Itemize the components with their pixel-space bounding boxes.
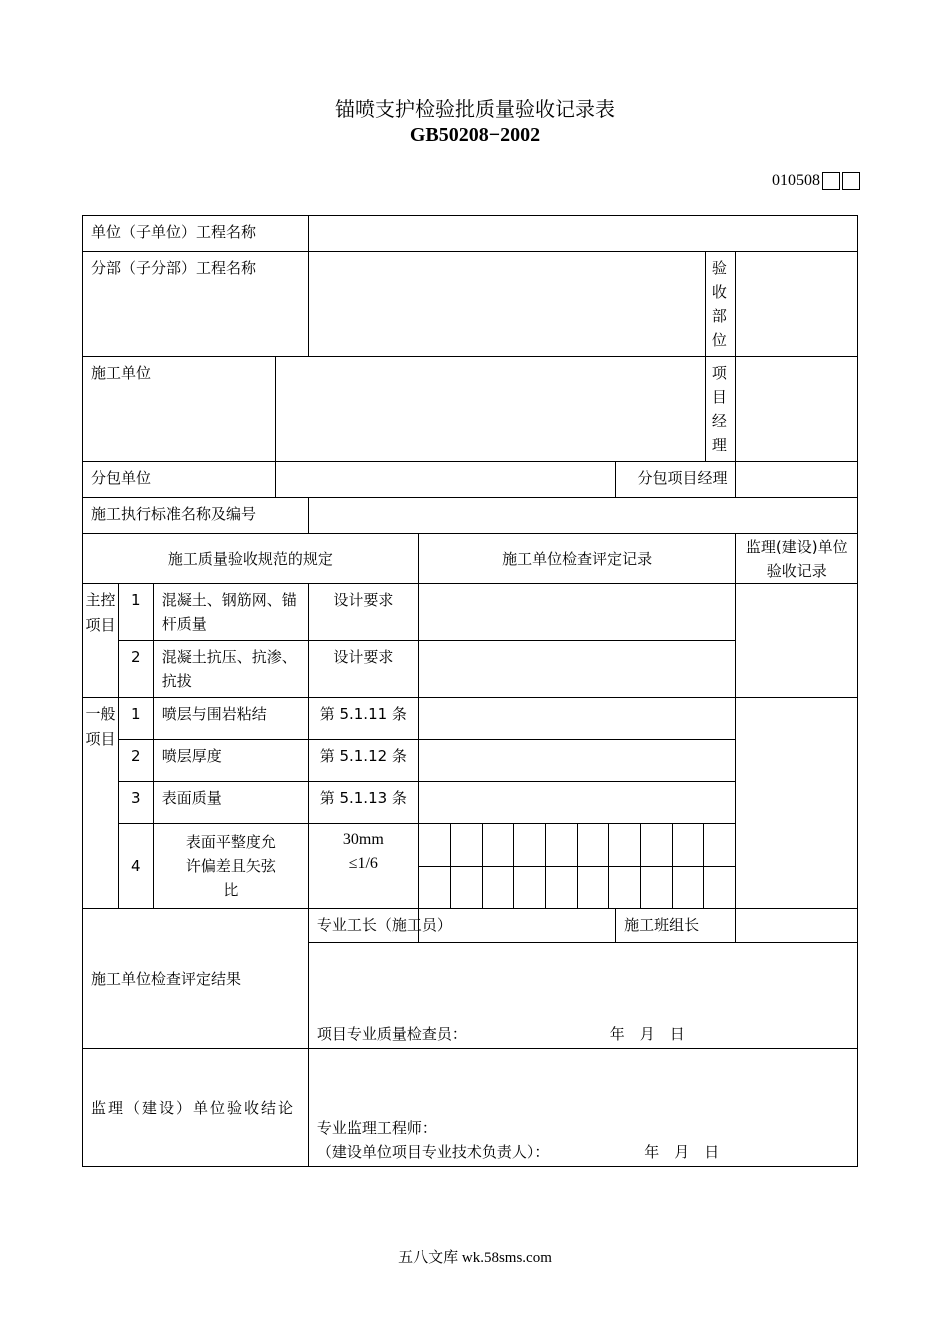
main-item-no: 2 [118,641,153,698]
form-code-number: 010508 [772,172,820,189]
measurement-cell[interactable] [482,824,514,866]
project-manager-label: 项目经理 [705,357,736,462]
sub-project-name-value[interactable] [308,252,705,357]
main-item-check-record[interactable] [418,584,736,641]
construction-unit-label: 施工单位 [83,357,276,462]
general-item-requirement: 第 5.1.11 条 [308,698,418,740]
measurement-cell[interactable] [514,824,546,866]
acceptance-part-label: 验收部位 [705,252,736,357]
result-date-label: 年 月 日 [609,1025,685,1043]
measurement-cell[interactable] [672,866,704,908]
main-items-label: 主控项目 [83,584,119,698]
measurement-cell[interactable] [419,866,451,908]
standard-name-label: 施工执行标准名称及编号 [83,498,309,534]
subcontract-unit-label: 分包单位 [83,462,276,498]
code-box-2[interactable] [842,172,860,190]
acceptance-part-value[interactable] [736,252,858,357]
unit-project-name-value[interactable] [308,216,857,252]
measurement-cell[interactable] [577,824,609,866]
conclusion-date-label: 年 月 日 [644,1143,720,1161]
chord-ratio-value: ≤1/6 [348,855,378,872]
construction-result-label: 施工单位检查评定结果 [83,909,309,1049]
general-item-name: 表面平整度允许偏差且矢弦比 [153,824,308,909]
general-item-requirement: 第 5.1.13 条 [308,782,418,824]
foreman-label: 专业工长（施工员） [308,909,418,943]
general-item-check-record[interactable] [418,782,736,824]
quality-inspector-label: 项目专业质量检查员： [316,1025,467,1043]
main-item-name: 混凝土抗压、抗渗、抗拔 [153,641,308,698]
unit-project-name-label: 单位（子单位）工程名称 [83,216,309,252]
measurement-cell[interactable] [514,866,546,908]
measurement-cell[interactable] [545,824,577,866]
team-leader-label: 施工班组长 [616,909,736,943]
sub-project-name-label: 分部（子分部）工程名称 [83,252,309,357]
general-item-no: 3 [118,782,153,824]
measurement-grid-cell [418,824,736,909]
measurement-cell[interactable] [704,866,736,908]
measurement-cell[interactable] [704,824,736,866]
measurement-cell[interactable] [577,866,609,908]
inspection-record-table [82,215,858,1167]
general-items-supervision-record[interactable] [736,698,858,909]
subcontract-manager-value[interactable] [736,462,858,498]
supervision-record-header: 监理(建设)单位验收记录 [736,534,858,584]
measurement-cell[interactable] [672,824,704,866]
subcontract-unit-value[interactable] [276,462,616,498]
subcontract-manager-label: 分包项目经理 [616,462,736,498]
form-code [772,172,860,190]
general-item-name: 喷层与围岩粘结 [153,698,308,740]
tolerance-value: 30mm [342,831,384,848]
general-item-name: 表面质量 [153,782,308,824]
measurement-cell[interactable] [419,824,451,866]
supervision-conclusion-body[interactable] [308,1049,857,1167]
construction-result-body[interactable] [308,943,857,1049]
general-item-no: 4 [118,824,153,909]
measurement-cell[interactable] [545,866,577,908]
code-box-1[interactable] [822,172,840,190]
construction-unit-value[interactable] [276,357,706,462]
standard-code: GB50208−2002 [409,124,541,146]
general-item-requirement [308,824,418,909]
general-item-requirement: 第 5.1.12 条 [308,740,418,782]
general-item-check-record[interactable] [418,698,736,740]
general-item-name: 喷层厚度 [153,740,308,782]
measurement-cell[interactable] [609,824,641,866]
footer-watermark: 五八文库 wk.58sms.com [398,1250,552,1266]
supervision-engineer-label: 专业监理工程师： [316,1119,437,1137]
check-record-header: 施工单位检查评定记录 [418,534,736,584]
main-items-supervision-record[interactable] [736,584,858,698]
main-item-check-record[interactable] [418,641,736,698]
measurement-grid [419,824,736,908]
general-item-no: 2 [118,740,153,782]
general-item-check-record[interactable] [418,740,736,782]
main-item-no: 1 [118,584,153,641]
measurement-cell[interactable] [640,866,672,908]
supervision-conclusion-label: 监理（建设）单位验收结论 [83,1049,309,1167]
measurement-cell[interactable] [640,824,672,866]
page-title: 锚喷支护检验批质量验收记录表 [335,97,615,121]
project-manager-value[interactable] [736,357,858,462]
main-item-requirement: 设计要求 [308,641,418,698]
main-item-requirement: 设计要求 [308,584,418,641]
general-item-no: 1 [118,698,153,740]
owner-technical-lead-label: （建设单位项目专业技术负责人）： [316,1143,550,1161]
general-items-label: 一般项目 [83,698,119,909]
measurement-cell[interactable] [450,824,482,866]
measurement-cell[interactable] [450,866,482,908]
main-item-name: 混凝土、钢筋网、锚杆质量 [153,584,308,641]
standard-name-value[interactable] [308,498,857,534]
measurement-cell[interactable] [609,866,641,908]
measurement-cell[interactable] [482,866,514,908]
spec-header: 施工质量验收规范的规定 [83,534,419,584]
team-leader-value[interactable] [736,909,858,943]
